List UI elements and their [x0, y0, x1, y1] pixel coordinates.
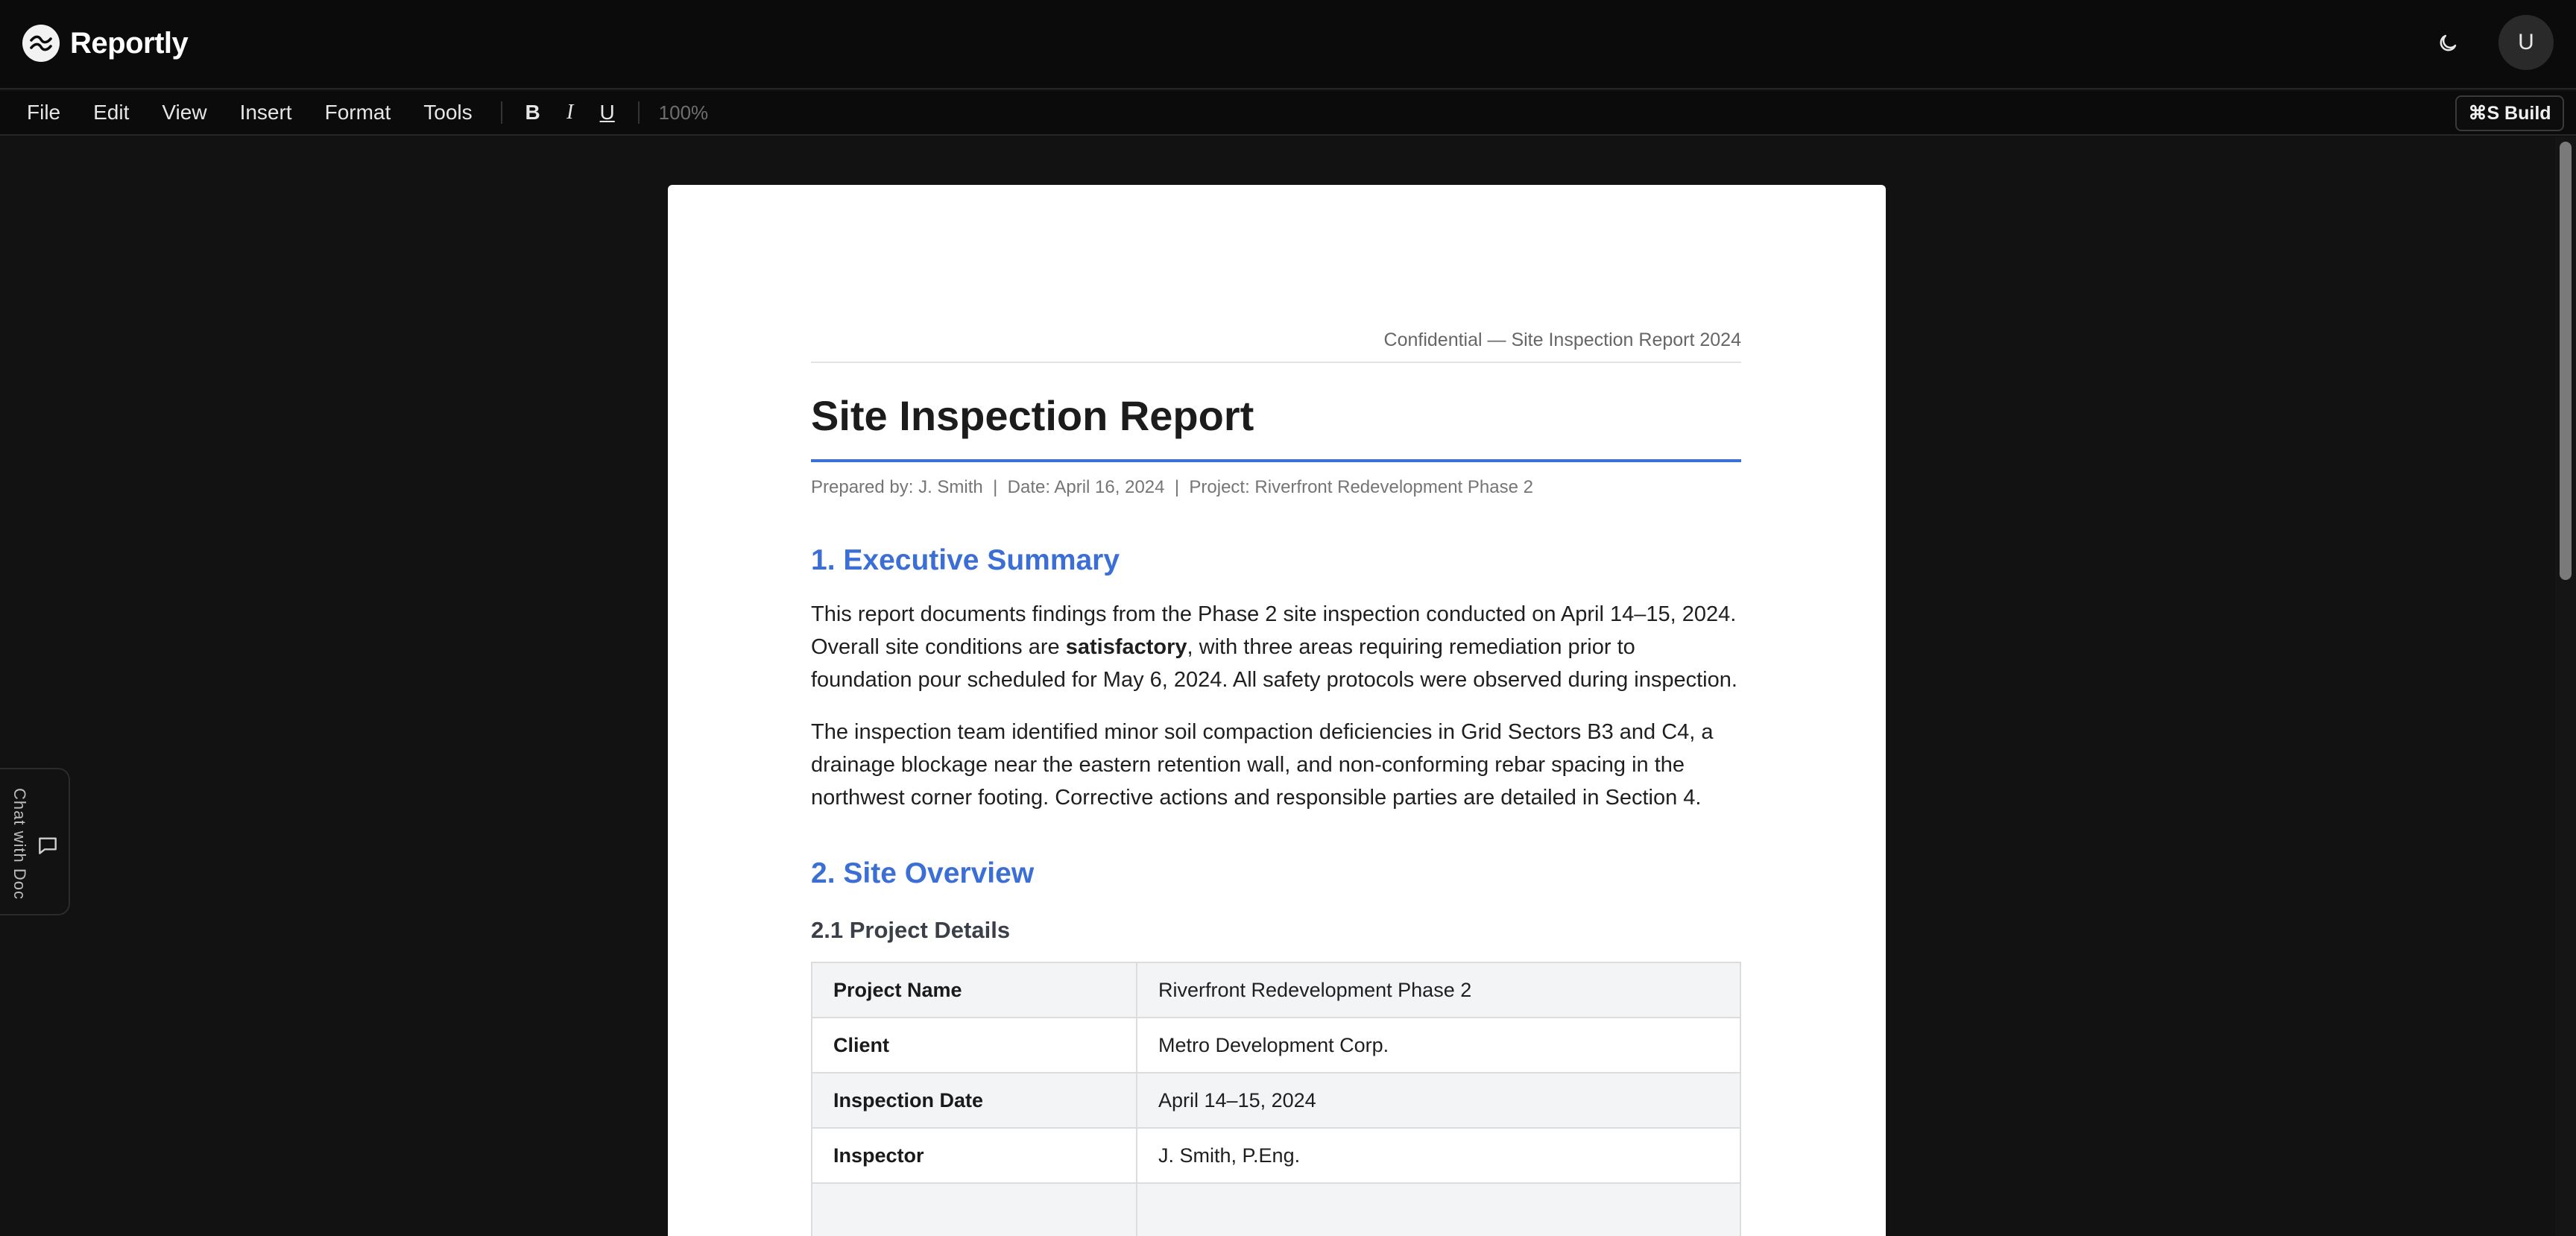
underline-button[interactable]: U [599, 101, 615, 124]
menu-bar [0, 91, 2576, 136]
table-cell-key: Client [812, 1018, 1137, 1073]
table-cell-value: Riverfront Redevelopment Phase 2 [1137, 962, 1740, 1018]
document-meta: Prepared by: J. Smith | Date: April 16, 2024 | Project: Riverfront Redevelopment Phase 2 [811, 477, 1533, 497]
italic-button[interactable]: I [566, 101, 574, 124]
table-row [812, 1018, 1740, 1073]
menu-insert[interactable]: Insert [239, 101, 292, 124]
table-cell-key [812, 1183, 1137, 1236]
build-button[interactable]: ⌘S Build [2455, 95, 2564, 131]
table-cell-key: Project Name [812, 962, 1137, 1018]
menu-tools[interactable]: Tools [423, 101, 473, 124]
section-heading-site-overview: 2. Site Overview [811, 857, 1035, 889]
menu-view[interactable]: View [162, 101, 207, 124]
bold-text: satisfactory [1065, 635, 1187, 659]
toolbar-divider [501, 101, 502, 124]
menu-edit[interactable]: Edit [93, 101, 130, 124]
subsection-heading-project-details: 2.1 Project Details [811, 917, 1011, 943]
bold-button[interactable]: B [525, 101, 540, 124]
menu-file[interactable]: File [27, 101, 61, 124]
table-cell-value: April 14–15, 2024 [1137, 1073, 1740, 1128]
table-row [812, 962, 1740, 1018]
table-row [812, 1128, 1740, 1183]
table-cell-key: Inspector [812, 1128, 1137, 1183]
table-row [812, 1183, 1740, 1236]
user-avatar[interactable]: U [2498, 15, 2554, 70]
document-workspace [0, 137, 2576, 1236]
zoom-level[interactable]: 100% [658, 101, 709, 124]
table-cell-value: Metro Development Corp. [1137, 1018, 1740, 1073]
moon-icon [2437, 32, 2459, 54]
paragraph: The inspection team identified minor soil compaction deficiencies in Grid Sectors B3 and C4, a drainage blockage near the eastern retention wall, and non-conforming rebar spacing in the northwest corner footing. Corrective actions and responsible parties are detailed in Section 4. [811, 720, 1714, 810]
toolbar-divider [638, 101, 640, 124]
paragraph [811, 598, 1741, 696]
reportly-logo-icon [22, 25, 60, 62]
brand[interactable] [22, 21, 188, 66]
project-details-table [811, 962, 1741, 1236]
document-title: Site Inspection Report [811, 391, 1741, 462]
document-content [811, 330, 1741, 1236]
app-header [0, 0, 2576, 89]
theme-toggle-button[interactable] [2427, 22, 2469, 64]
table-cell-value [1137, 1183, 1740, 1236]
paragraph-text: , with three areas requiring remediation prior to foundation pour scheduled for May 6, 2024. All safety protocols were observed during inspection. [811, 635, 1737, 692]
table-cell-key: Inspection Date [812, 1073, 1137, 1128]
section-heading-executive-summary: 1. Executive Summary [811, 544, 1120, 576]
table-row [812, 1073, 1740, 1128]
table-cell-value: J. Smith, P.Eng. [1137, 1128, 1740, 1183]
menu-format[interactable]: Format [324, 101, 391, 124]
paragraph-text: This report documents findings from the Phase 2 site inspection conducted on April 14–15, 2024. Overall site conditions are [811, 602, 1737, 659]
scrollbar-thumb[interactable] [2560, 142, 2572, 580]
app-name: Reportly [70, 26, 189, 60]
chat-with-doc-label: Chat with Doc [10, 788, 29, 900]
chat-with-doc-tab[interactable] [0, 768, 70, 915]
chat-bubble-icon [36, 833, 60, 857]
page-header-note: Confidential — Site Inspection Report 2024 [811, 330, 1741, 363]
document-page[interactable] [668, 185, 1886, 1236]
